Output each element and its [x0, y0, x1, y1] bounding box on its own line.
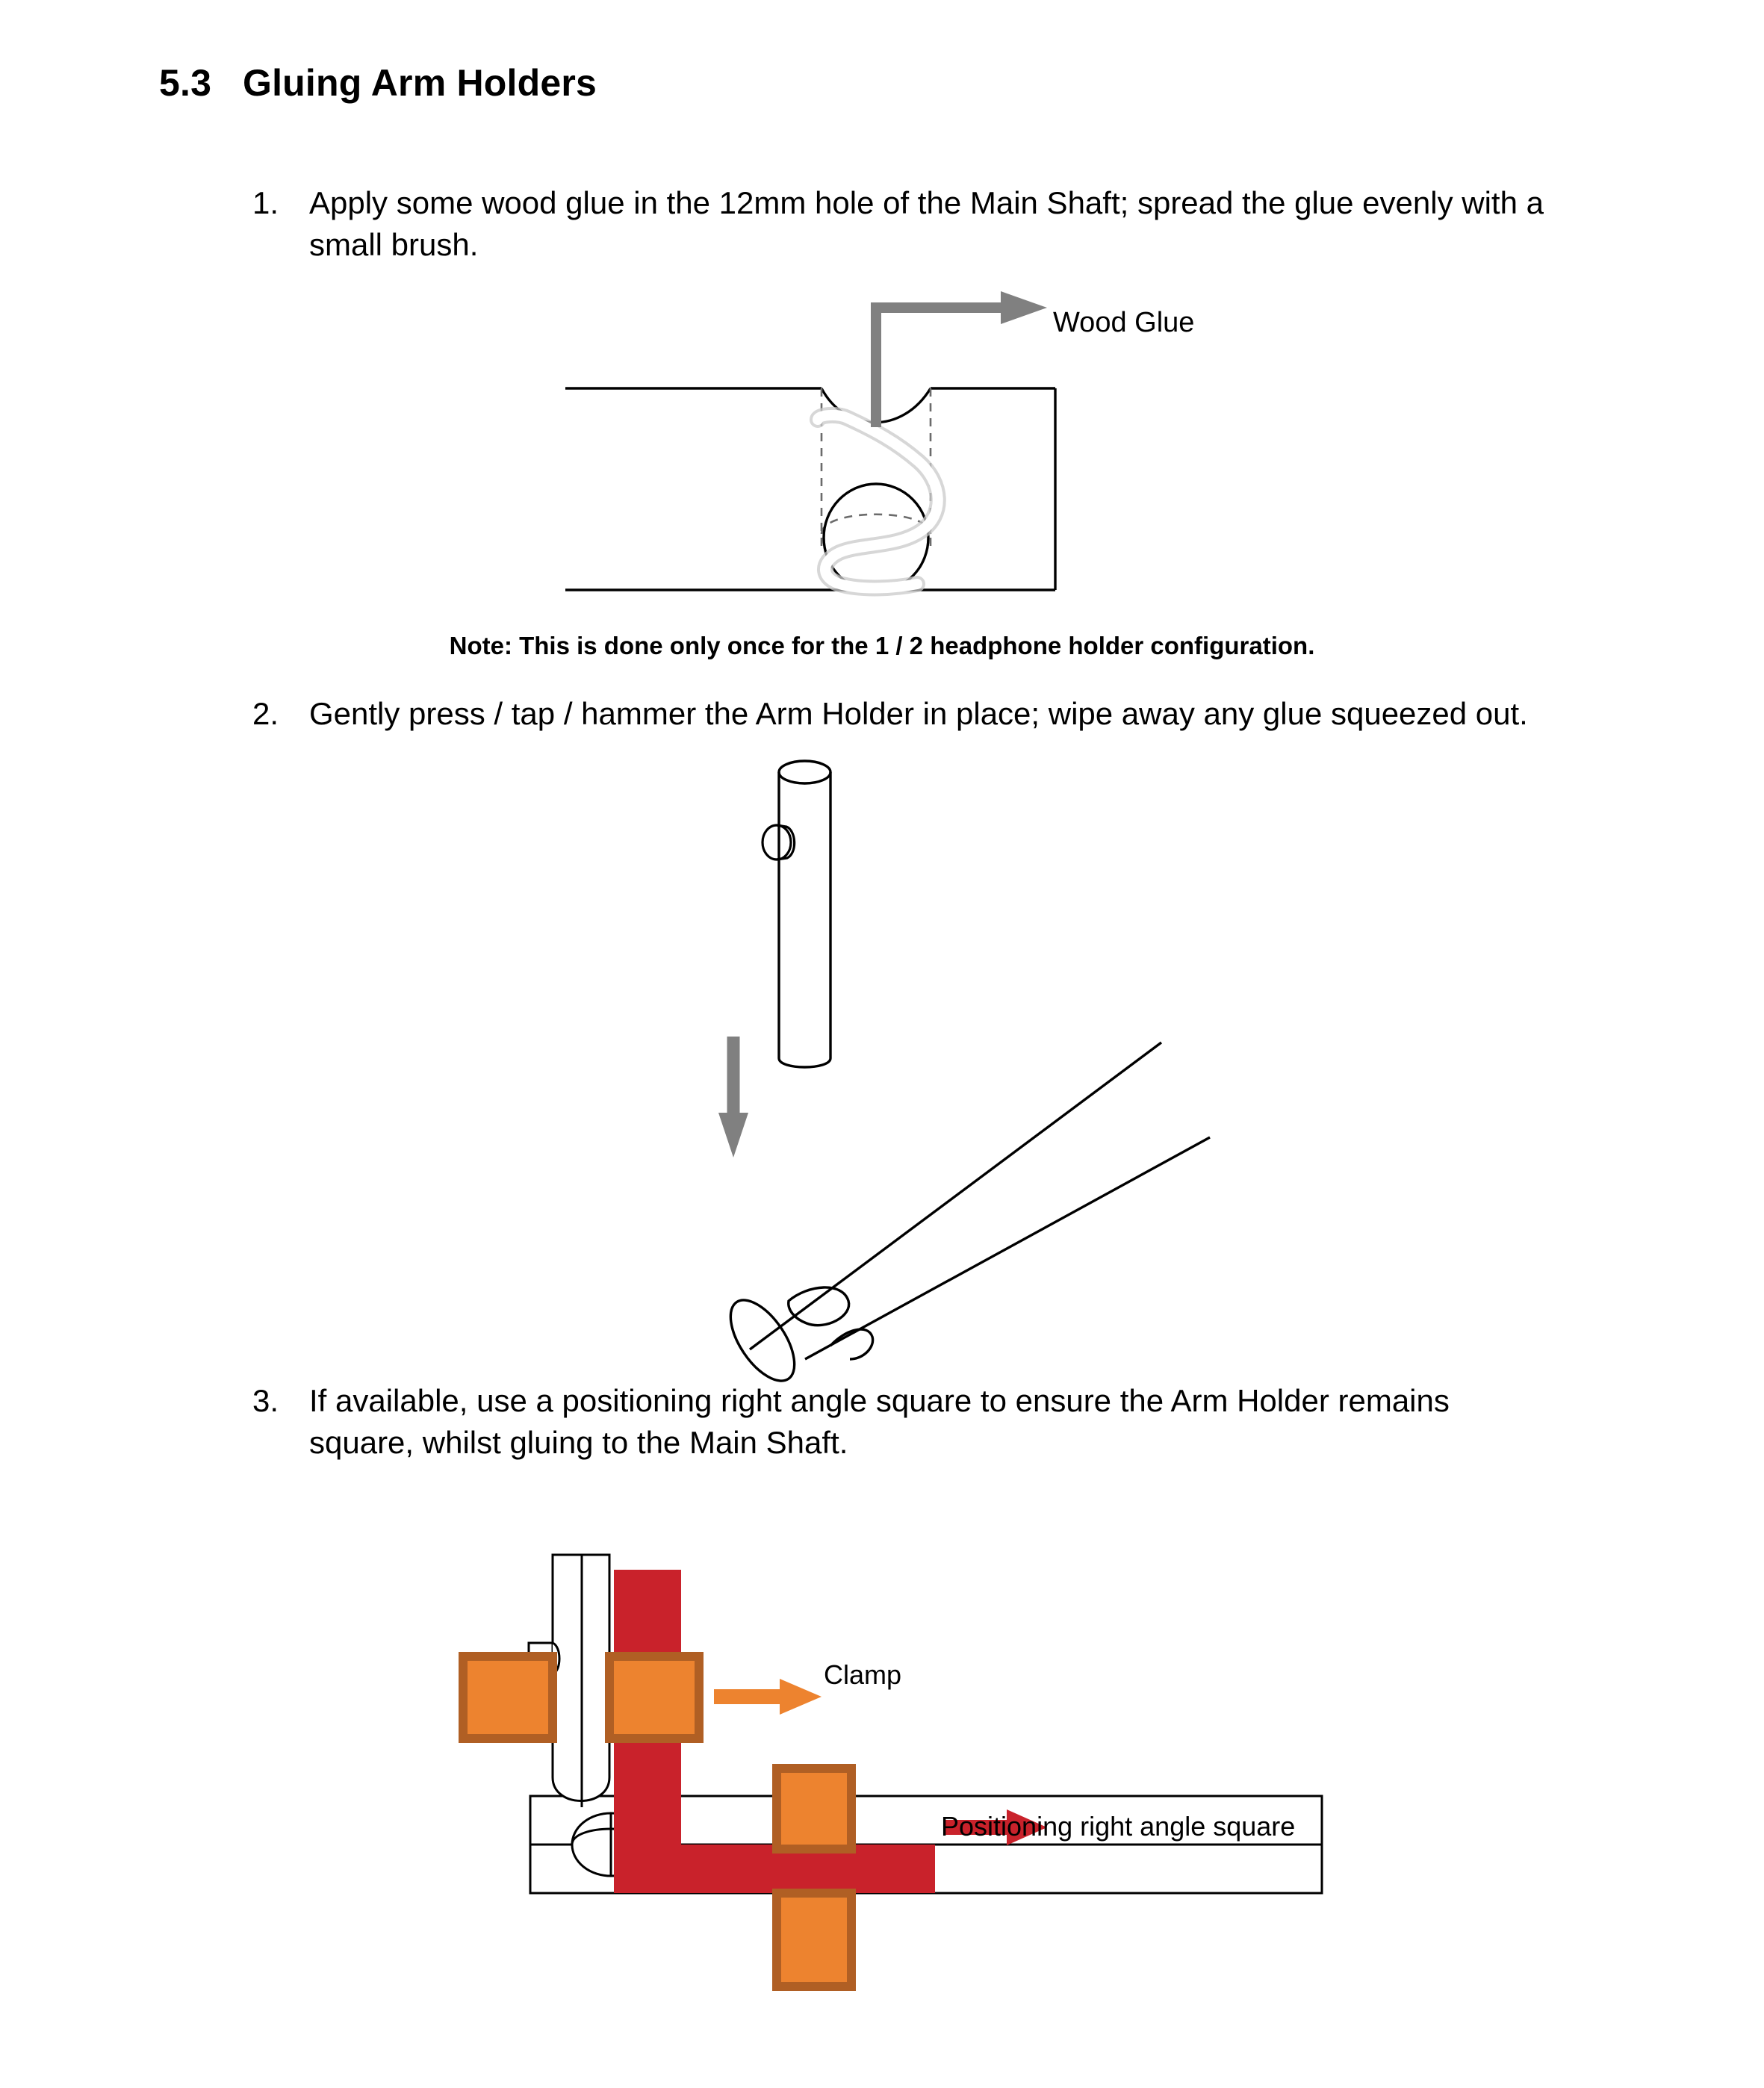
clamp-callout-arrow: [714, 1679, 822, 1715]
insert-direction-arrow: [718, 1037, 748, 1158]
clamp-block-inner: [777, 1768, 851, 1849]
insert-diagram-svg: [717, 739, 1299, 1359]
list-item-text: If available, use a positioning right angle square to ensure the Arm Holder remains square, whilst gluing to the Main Shaft.: [309, 1383, 1450, 1460]
clamp-block-left: [463, 1656, 553, 1739]
positioning-square-label: Positioning right angle square: [941, 1811, 1296, 1842]
list-marker: 2.: [252, 696, 279, 731]
note-text: Note: This is done only once for the 1 / 2 headphone holder configuration.: [449, 632, 1315, 659]
figure-insert-arm-holder: [717, 739, 1299, 1359]
arm-holder-vertical: [553, 1555, 609, 1807]
clamp-block-below-shaft: [777, 1893, 851, 1986]
list-marker: 3.: [252, 1383, 279, 1418]
list-item-text: Gently press / tap / hammer the Arm Holder in place; wipe away any glue squeezed out.: [309, 696, 1528, 731]
clamp-label: Clamp: [824, 1659, 902, 1690]
square-diagram-svg: [478, 1531, 1389, 2024]
figure-positioning-square: [478, 1531, 1389, 2024]
section-title: Gluing Arm Holders: [243, 62, 597, 104]
list-item-step-1: [252, 182, 1574, 266]
list-item-step-2: [252, 693, 1597, 735]
arm-holder-dowel: [779, 761, 830, 1067]
list-item-text: Apply some wood glue in the 12mm hole of the Main Shaft; spread the glue evenly with a small brush.: [309, 185, 1544, 262]
wood-glue-label: Wood Glue: [1053, 307, 1195, 338]
wood-glue-callout-arrow: [876, 291, 1047, 427]
list-item-step-3: [252, 1380, 1477, 1464]
page-title: [159, 61, 597, 105]
main-shaft-diagonal: [718, 1043, 1210, 1391]
list-marker: 1.: [252, 185, 279, 220]
clamp-block-upper-right: [609, 1656, 699, 1739]
section-number: 5.3: [159, 62, 212, 104]
